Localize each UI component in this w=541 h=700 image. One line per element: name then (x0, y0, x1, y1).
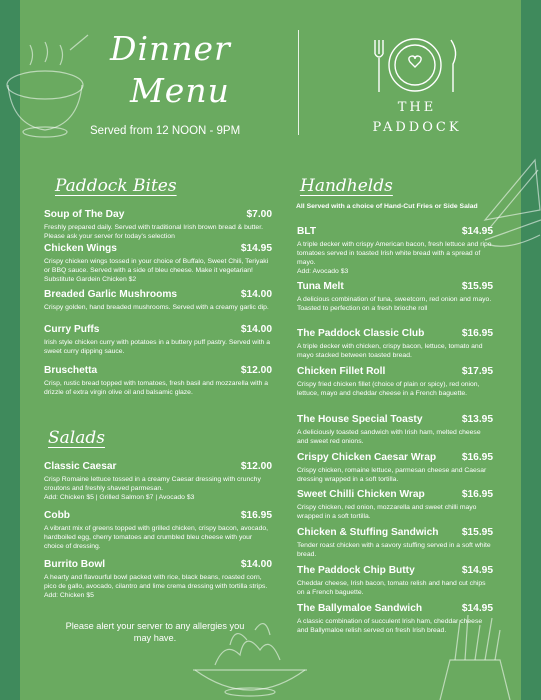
item-addons: Add: Chicken $5 (44, 592, 94, 599)
menu-item (297, 366, 493, 398)
item-price: $16.95 (461, 489, 493, 500)
menu-item (44, 461, 272, 502)
item-name: The Ballymaloe Sandwich (297, 603, 423, 614)
item-price: $16.95 (461, 328, 493, 339)
item-price: $16.95 (461, 452, 493, 463)
item-price: $14.95 (461, 226, 493, 237)
item-name: The Paddock Classic Club (297, 328, 425, 339)
item-name: Cobb (44, 510, 71, 521)
item-description: Freshly prepared daily. Served with traditional Irish brown bread & butter. Please ask your server for today's selection (44, 224, 263, 240)
item-description: A triple decker with crispy American bacon, fresh lettuce and ripe tomatoes served in toasted Irish white bread with a spread of mayo. (297, 241, 492, 266)
item-price: $12.00 (240, 365, 272, 376)
item-description: Crisp, rustic bread topped with tomatoes, fresh basil and mozzarella with a drizzle of extra virgin olive oil and balsamic glaze. (44, 380, 269, 396)
menu-item (44, 209, 272, 241)
item-name: Burrito Bowl (44, 559, 106, 570)
menu-item (297, 281, 493, 313)
item-description: Crispy chicken, romaine lettuce, parmesan cheese and Caesar dressing wrapped in a soft tortilla. (297, 467, 487, 483)
header-divider (298, 30, 299, 135)
item-price: $14.95 (461, 603, 493, 614)
item-name: The House Special Toasty (297, 414, 423, 425)
item-description: A triple decker with chicken, crispy bacon, lettuce, tomato and mayo stacked between toasted bread. (297, 343, 483, 359)
item-price: $17.95 (461, 366, 493, 377)
item-price: $12.00 (240, 461, 272, 472)
item-description: A hearty and flavourful bowl packed with rice, black beans, roasted corn, pico de gallo, avocado, cilantro and lime crema dressing with tortilla strips. (44, 574, 268, 590)
menu-item (297, 489, 493, 521)
section-heading-handhelds: Handhelds (300, 176, 393, 196)
item-name: Chicken & Stuffing Sandwich (297, 527, 439, 538)
item-name: The Paddock Chip Butty (297, 565, 415, 576)
item-name: Breaded Garlic Mushrooms (44, 289, 178, 300)
item-name: Soup of The Day (44, 209, 125, 220)
menu-item (297, 328, 493, 360)
item-price: $7.00 (246, 209, 272, 220)
item-description: A deliciously toasted sandwich with Irish ham, melted cheese and sweet red onions. (297, 429, 481, 445)
menu-title (110, 28, 260, 112)
item-price: $13.95 (461, 414, 493, 425)
item-price: $16.95 (240, 510, 272, 521)
item-name: Classic Caesar (44, 461, 117, 472)
item-name: Crispy Chicken Caesar Wrap (297, 452, 437, 463)
item-name: Tuna Melt (297, 281, 344, 292)
menu-item (297, 414, 493, 446)
brand-name-line-1: THE (397, 100, 437, 115)
allergy-notice (40, 620, 270, 644)
item-price: $14.00 (240, 289, 272, 300)
soup-bowl-illustration (0, 30, 90, 140)
item-price: $14.00 (240, 559, 272, 570)
menu-item (44, 365, 272, 397)
menu-item (44, 324, 272, 356)
item-description: Cheddar cheese, Irish bacon, tomato relish and hand cut chips on a French baguette. (297, 580, 486, 596)
item-name: Sweet Chilli Chicken Wrap (297, 489, 425, 500)
brand-name-line-2: PADDOCK (372, 120, 462, 135)
item-description: Tender roast chicken with a savory stuffing served in a soft white bread. (297, 542, 491, 558)
item-description: Crispy chicken wings tossed in your choice of Buffalo, Sweet Chili, Teriyaki or BBQ sauce. Served with a side of bleu cheese. Make it vegetarian! Substitute Gardein Chicken $2 (44, 258, 269, 283)
menu-item (44, 559, 272, 600)
item-description: Crispy chicken, red onion, mozzarella and sweet chilli mayo wrapped in a soft tortilla. (297, 504, 477, 520)
menu-item (44, 243, 272, 284)
item-price: $14.00 (240, 324, 272, 335)
item-price: $15.95 (461, 281, 493, 292)
item-description: A classic combination of succulent Irish ham, cheddar cheese and Ballymaloe relish served on fresh Irish bread. (297, 618, 483, 634)
item-description: Crispy fried chicken fillet (choice of plain or spicy), red onion, lettuce, mayo and cheddar cheese in a French baguette. (297, 381, 480, 397)
item-name: Curry Puffs (44, 324, 100, 335)
title-line-2: Menu (130, 71, 230, 110)
item-description: Crisp Romaine lettuce tossed in a creamy Caesar dressing with crunchy croutons and freshly shaved parmesan. (44, 476, 261, 492)
salad-bowl-illustration (185, 600, 315, 700)
title-line-1: Dinner (110, 29, 231, 68)
menu-item (297, 603, 493, 635)
item-addons: Add: Chicken $5 | Grilled Salmon $7 | Avocado $3 (44, 494, 195, 501)
menu-item (297, 226, 493, 276)
menu-item (297, 452, 493, 484)
allergy-line-1: Please alert your server to any allergies you (65, 621, 245, 631)
item-price: $14.95 (240, 243, 272, 254)
menu-item (297, 565, 493, 597)
item-description: Crispy golden, hand breaded mushrooms. Served with a creamy garlic dip. (44, 304, 269, 311)
item-name: Chicken Fillet Roll (297, 366, 386, 377)
section-heading-bites: Paddock Bites (55, 176, 177, 196)
item-description: A vibrant mix of greens topped with grilled chicken, crispy bacon, avocado, hardboiled egg, cherry tomatoes and crumbled bleu cheese with your choice of dressing. (44, 525, 269, 550)
menu-item (44, 289, 272, 312)
item-name: Bruschetta (44, 365, 98, 376)
menu-item (297, 527, 493, 559)
served-hours: Served from 12 NOON - 9PM (90, 125, 241, 137)
item-price: $14.95 (461, 565, 493, 576)
item-addons: Add: Avocado $3 (297, 268, 349, 275)
handhelds-subtitle: All Served with a choice of Hand-Cut Fries or Side Salad (296, 203, 478, 210)
item-description: A delicious combination of tuna, sweetcorn, red onion and mayo. Toasted to perfection on a fresh brioche roll (297, 296, 492, 312)
allergy-line-2: may have. (133, 633, 177, 643)
menu-item (44, 510, 272, 551)
section-heading-salads: Salads (48, 428, 105, 448)
item-name: BLT (297, 226, 317, 237)
item-name: Chicken Wings (44, 243, 117, 254)
item-price: $15.95 (461, 527, 493, 538)
item-description: Irish style chicken curry with potatoes in a buttery puff pastry. Served with a sweet curry dipping sauce. (44, 339, 271, 355)
